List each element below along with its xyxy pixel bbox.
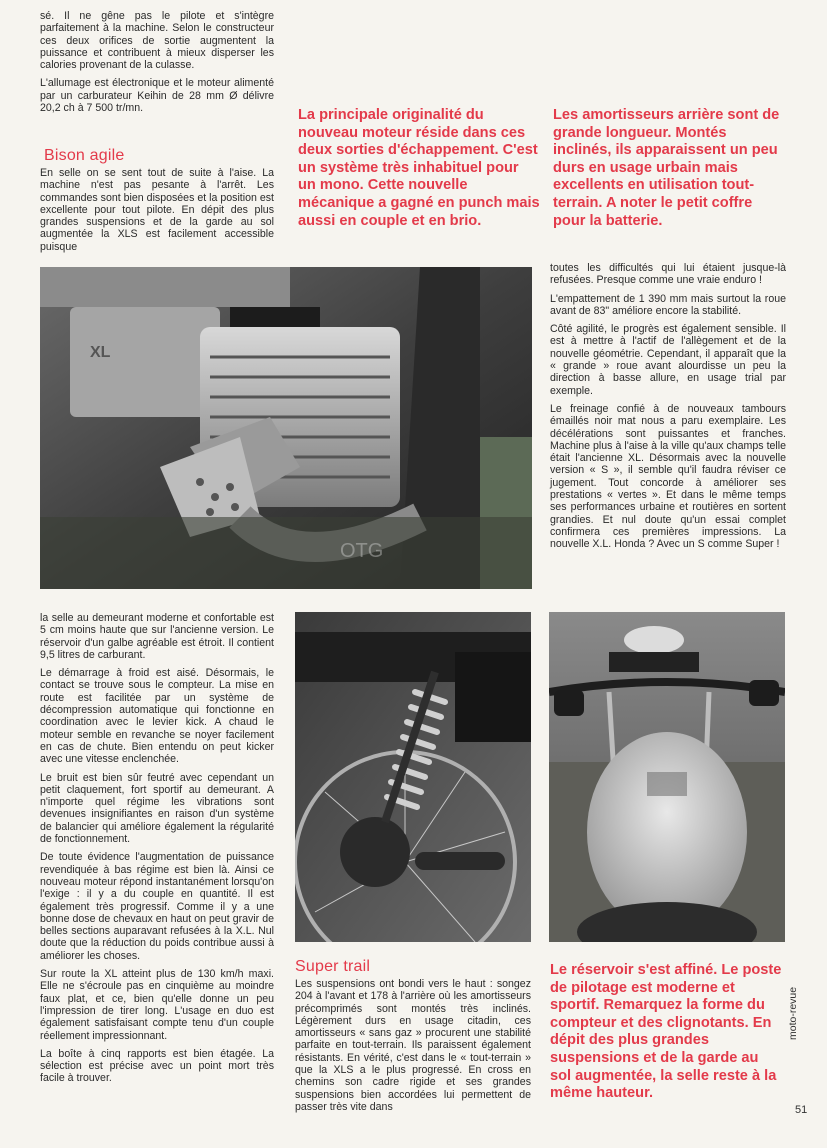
page-number: 51	[795, 1104, 808, 1116]
paragraph-road: Sur route la XL atteint plus de 130 km/h maxi. Elle ne s'écroule pas en cinquième au moindre faux plat, et ce, bien qu'elle donne un peu l'impression de tirer long. L'usage en duo est également satisfaisant compte tenu d'un couple réellement impressionnant.	[40, 968, 274, 1042]
tank-photo-caption: Le réservoir s'est affiné. Le poste de pilotage est moderne et sportif. Remarquez la forme du compteur et des clignotants. En dépit des plus grandes suspensions et de la garde au sol augmentée, la selle reste à la même hauteur.	[550, 962, 782, 1102]
rear-shock-photo	[295, 612, 531, 942]
bison-agile-paragraph: En selle on se sent tout de suite à l'aise. La machine n'est pas pesante à l'arrêt. Les commandes sont bien disposées et la position est excellente pour tout pilote. En dépit des plus grandes suspensions et de la garde au sol augmentée la XLS est facilement accessible puisque	[40, 167, 274, 253]
paragraph-seat: la selle au demeurant moderne et confortable est 5 cm moins haute que sur l'ancienne version. Le réservoir d'un galbe agréable est étroit. Il contient 9,5 litres de carburant.	[40, 612, 274, 661]
paragraph-gearbox: La boîte à cinq rapports est bien étagée. La sélection est précise avec un point mort très facile à trouver.	[40, 1047, 274, 1085]
section-heading-super-trail: Super trail	[295, 958, 371, 975]
bison-agile-section	[40, 147, 274, 253]
tank-caption-block	[550, 962, 782, 1103]
engine-caption-block	[298, 107, 540, 230]
paragraph-noise: Le bruit est bien sûr feutré avec cependant un petit claquement, fort sportif au demeurant. A n'importe quel régime les vibrations sont devenues insignifiantes en raison d'un système de balancier qui améliore également la régularité de fonctionnement.	[40, 771, 274, 846]
left-column-lower-text	[40, 612, 274, 1091]
watermark: OTG	[340, 540, 384, 562]
paragraph-enduro: toutes les difficultés qui lui étaient jusque-là refusées. Presque comme une vraie enduro !	[550, 262, 786, 287]
shocks-photo-caption: Les amortisseurs arrière sont de grande longueur. Montés inclinés, ils apparaissent un peu durs en usage urbain mais excellents en utilisation tout-terrain. A noter le petit coffre pour la batterie.	[553, 107, 780, 229]
paragraph-braking: Le freinage confié à de nouveaux tambours émaillés noir mat nous a paru exemplaire. Les décélérations sont puissantes et franches. Machine plus à l'aise à la ville qu'aux champs telle était l'ancienne XL. Désormais avec la nouvelle version « S », il semble qu'il faudra réviser ce jugement. Tout concorde à améliorer ses prestations « vertes ». Et dans le même temps ses performances urbaine et routières en sortent grandies. Et nul doute qu'un essai complet confirmera ces premières impressions. La nouvelle X.L. Honda ? Avec un S comme Super !	[550, 402, 786, 551]
paragraph-power: De toute évidence l'augmentation de puissance revendiquée à bas régime est bien là. Ainsi ce nouveau moteur répond instantanément lorsqu'on l'exige : il y a du couple en quantité. Il est également très progressif. Comme il y a une bonne dose de chevaux en haut on peut gravir de belles sections auparavant refusées à la X.L. Nul doute que la réduction du poids contribue aussi à améliorer les choses.	[40, 851, 274, 962]
magazine-name: moto-revue	[787, 986, 799, 1040]
right-column-text	[550, 262, 786, 557]
paragraph-agility: Côté agilité, le progrès est également sensible. Il est à mettre à l'actif de l'allègement et de la nouvelle géométrie. Cependant, il apparaît que la « grande » roue avant alourdisse un peu la direction à basse allure, en usage trial par exemple.	[550, 323, 786, 397]
intro-paragraph-2: L'allumage est électronique et le moteur alimenté par un carburateur Keihin de 28 mm Ø délivre 20,2 ch à 7 500 tr/mn.	[40, 77, 274, 115]
shocks-caption-block	[553, 107, 785, 230]
super-trail-section	[295, 958, 531, 1113]
intro-text-block	[40, 10, 274, 120]
engine-photo	[40, 267, 532, 589]
paragraph-wheelbase: L'empattement de 1 390 mm mais surtout la roue avant de 83" améliore encore la stabilité.	[550, 292, 786, 317]
section-heading-bison-agile: Bison agile	[44, 147, 125, 164]
paragraph-starting: Le démarrage à froid est aisé. Désormais, le contact se trouve sous le compteur. La mise en route est facilitée par un système de décompression automatique qui fonctionne en coordination avec le levier kick. A chaud le moteur semble en revanche se noyer facilement en cas de chute. Bien entendu on peut kicker avec une vitesse enclenchée.	[40, 667, 274, 766]
intro-paragraph-1: sé. Il ne gêne pas le pilote et s'intègre parfaitement à la machine. Selon le constructeur ces deux orifices de sortie augmentent la puissance et contribuent à mieux disperser les calories provenant de la culasse.	[40, 10, 274, 72]
super-trail-paragraph: Les suspensions ont bondi vers le haut : songez 204 à l'avant et 178 à l'arrière où les amortisseurs précomprimés sont montés très inclinés. Légèrement durs en usage citadin, ces amortisseurs « sans gaz » procurent une stabilité parfaite en tout-terrain. Ils paraissent également résistants. En vérité, c'est dans le « tout-terrain » que la XLS a le plus progressé. En cross en chemins son cadre rigide et ses grandes suspensions bien accordées lui permettent de passer très vite dans	[295, 978, 531, 1113]
xl-badge: XL	[90, 344, 111, 361]
engine-photo-caption: La principale originalité du nouveau moteur réside dans ces deux sorties d'échappement. C'est un système très inhabituel pour un mono. Cette nouvelle mécanique a gagné en punch mais aussi en couple et en brio.	[298, 107, 540, 229]
fuel-tank-photo	[549, 612, 785, 942]
